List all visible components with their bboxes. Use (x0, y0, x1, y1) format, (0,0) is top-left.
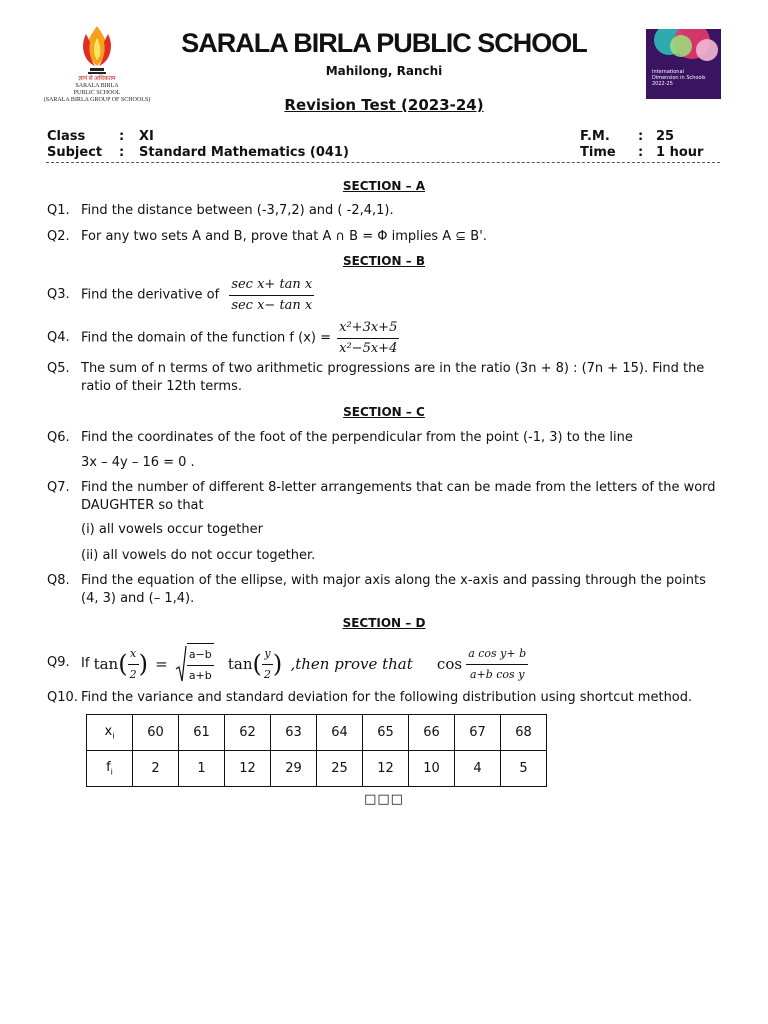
question-number: Q7. (47, 480, 70, 495)
subject-label: Subject (47, 145, 103, 160)
table-cell: 62 (225, 715, 271, 751)
question-number: Q9. (47, 655, 70, 670)
question-7-part-i: (i) all vowels occur together (81, 522, 263, 537)
question-number: Q6. (47, 430, 70, 445)
table-cell: 10 (409, 751, 455, 787)
fraction-numerator: y (262, 645, 273, 665)
section-c-heading (0, 405, 768, 419)
question-text: Find the distance between (-3,7,2) and ( -2,4,1). (81, 203, 394, 218)
class-label: Class (47, 129, 86, 144)
x-over-2-fraction (128, 645, 139, 684)
question-number: Q5. (47, 361, 70, 376)
question-body (81, 276, 727, 315)
question-text: Find the equation of the ellipse, with major axis along the x-axis and passing through the points (4, 3) and (– 1,4). (81, 573, 706, 606)
x-subscript: i (112, 731, 115, 741)
table-cell: 1 (179, 751, 225, 787)
radical-sign-icon (175, 645, 187, 683)
badge-line-3: 2022-25 (652, 81, 673, 87)
table-cell: 12 (363, 751, 409, 787)
logo-text-line-1: SARALA BIRLA (75, 83, 119, 89)
fraction-denominator: sec x− tan x (231, 298, 313, 313)
colon: : (119, 129, 125, 144)
fraction-denominator: 2 (263, 667, 271, 681)
time-label: Time (580, 145, 616, 160)
question-text: Find the domain of the function f (x) = (81, 330, 331, 346)
table-cell: 29 (271, 751, 317, 787)
fm-label: F.M. (580, 129, 610, 144)
question-text: Find the coordinates of the foot of the perpendicular from the point (-1, 3) to the line (81, 430, 633, 445)
then-prove-text: ,then prove that (290, 655, 413, 673)
class-subject-block (47, 129, 349, 161)
table-cell: 65 (363, 715, 409, 751)
fraction-numerator: a cos y+ b (466, 645, 528, 665)
question-7-part-ii: (ii) all vowels do not occur together. (81, 548, 316, 563)
domain-fraction (337, 319, 399, 358)
logo-text-line-3: (SARALA BIRLA GROUP OF SCHOOLS) (43, 97, 151, 103)
question-8 (47, 572, 727, 608)
test-title (150, 96, 618, 114)
logo-hindi-text: ज्ञानं से अधिकतम (78, 76, 116, 82)
section-a-heading (0, 179, 768, 193)
table-cell: 5 (501, 751, 547, 787)
class-value: XI (139, 129, 154, 144)
root-fraction (187, 643, 214, 685)
cos-fraction (466, 645, 528, 684)
question-text: Find the number of different 8-letter arrangements that can be made from the letters of the word DAUGHTER so that (81, 480, 716, 513)
section-c-text: SECTION – C (343, 405, 425, 419)
table-cell: 66 (409, 715, 455, 751)
table-cell: 60 (133, 715, 179, 751)
subject-value: Standard Mathematics (041) (139, 145, 349, 160)
table-cell: 63 (271, 715, 317, 751)
derivative-fraction (229, 276, 314, 315)
question-5 (47, 360, 727, 396)
table-cell: 25 (317, 751, 363, 787)
question-number: Q2. (47, 229, 70, 244)
question-7 (47, 479, 727, 515)
question-body: If tan( $\frac{x}{2}$ ) = $\frac{a-b}{a+b}$ tan( $\frac{y}{2}$ ) ,then prove that cos $\frac{\text{a cos y+ b}}{\text{a+b cos y}}$ (81, 643, 727, 685)
if-word: If (81, 656, 90, 671)
fraction-numerator: a−b (187, 646, 214, 666)
distribution-table (86, 714, 547, 787)
y-over-2-fraction (262, 645, 273, 684)
square-root (175, 643, 214, 685)
tan-label: tan (93, 655, 119, 673)
fraction-denominator: x²−5x+4 (339, 341, 398, 356)
table-cell: 12 (225, 751, 271, 787)
school-name: SARALA BIRLA PUBLIC SCHOOL (181, 28, 587, 58)
section-d-heading (0, 616, 768, 630)
table-cell: 64 (317, 715, 363, 751)
badge-line-1: International (652, 69, 684, 75)
question-9 (47, 641, 727, 685)
question-6-line: 3x – 4y – 16 = 0 . (81, 455, 195, 470)
question-text: The sum of n terms of two arithmetic progressions are in the ratio (3n + 8) : (7n + 15). Find the ratio of their 12th terms. (81, 361, 705, 394)
colon: : (638, 145, 644, 160)
fraction-denominator: a+b (188, 669, 212, 682)
question-text: Find the derivative of (81, 287, 220, 303)
table-cell: 68 (501, 715, 547, 751)
question-3 (47, 276, 727, 316)
question-number: Q8. (47, 573, 70, 588)
cos-label: cos (436, 655, 463, 673)
colon: : (119, 145, 125, 160)
question-number: Q3. (47, 287, 70, 302)
fm-value: 25 (656, 129, 675, 144)
x-label: x (104, 724, 113, 740)
question-number: Q1. (47, 203, 70, 218)
f-label: f (106, 760, 111, 776)
question-4 (47, 319, 727, 359)
page-header (0, 0, 768, 125)
table-row (87, 751, 547, 787)
question-text: For any two sets A and B, prove that A ∩ B = Φ implies A ⊆ B'. (81, 229, 487, 244)
fraction-numerator: x²+3x+5 (337, 319, 399, 339)
logo-text-line-2: PUBLIC SCHOOL (73, 90, 121, 96)
end-mark: □□□ (364, 792, 404, 807)
dashed-divider (46, 162, 720, 163)
badge-line-2: Dimension in Schools (652, 75, 706, 81)
tan-label: tan (227, 655, 253, 673)
section-a-text: SECTION – A (342, 179, 426, 193)
table-cell: 67 (455, 715, 501, 751)
fraction-denominator: a+b cos y (469, 667, 525, 681)
table-cell: 61 (179, 715, 225, 751)
flame-logo-icon (78, 24, 116, 76)
question-number: Q4. (47, 330, 70, 345)
table-header-cell (87, 715, 133, 751)
question-number: Q10. (47, 690, 78, 705)
test-title-text: Revision Test (2023-24) (284, 96, 484, 114)
table-cell: 2 (133, 751, 179, 787)
section-d-text: SECTION – D (342, 616, 426, 630)
f-subscript: i (110, 767, 113, 777)
fraction-numerator: sec x+ tan x (229, 276, 314, 296)
equals-sign: = (155, 655, 168, 673)
question-body (81, 319, 727, 358)
table-header-cell (87, 751, 133, 787)
section-b-heading (0, 254, 768, 268)
school-logo (42, 24, 152, 104)
fraction-denominator: 2 (129, 667, 137, 681)
marks-time-block (580, 129, 703, 161)
international-dimension-badge (646, 29, 721, 99)
colon: : (638, 129, 644, 144)
question-text: Find the variance and standard deviation for the following distribution using shortcut method. (81, 690, 693, 705)
section-b-text: SECTION – B (342, 254, 426, 268)
table-row (87, 715, 547, 751)
fraction-numerator: x (128, 645, 139, 665)
table-cell: 4 (455, 751, 501, 787)
school-location: Mahilong, Ranchi (325, 64, 443, 78)
time-value: 1 hour (656, 145, 704, 160)
